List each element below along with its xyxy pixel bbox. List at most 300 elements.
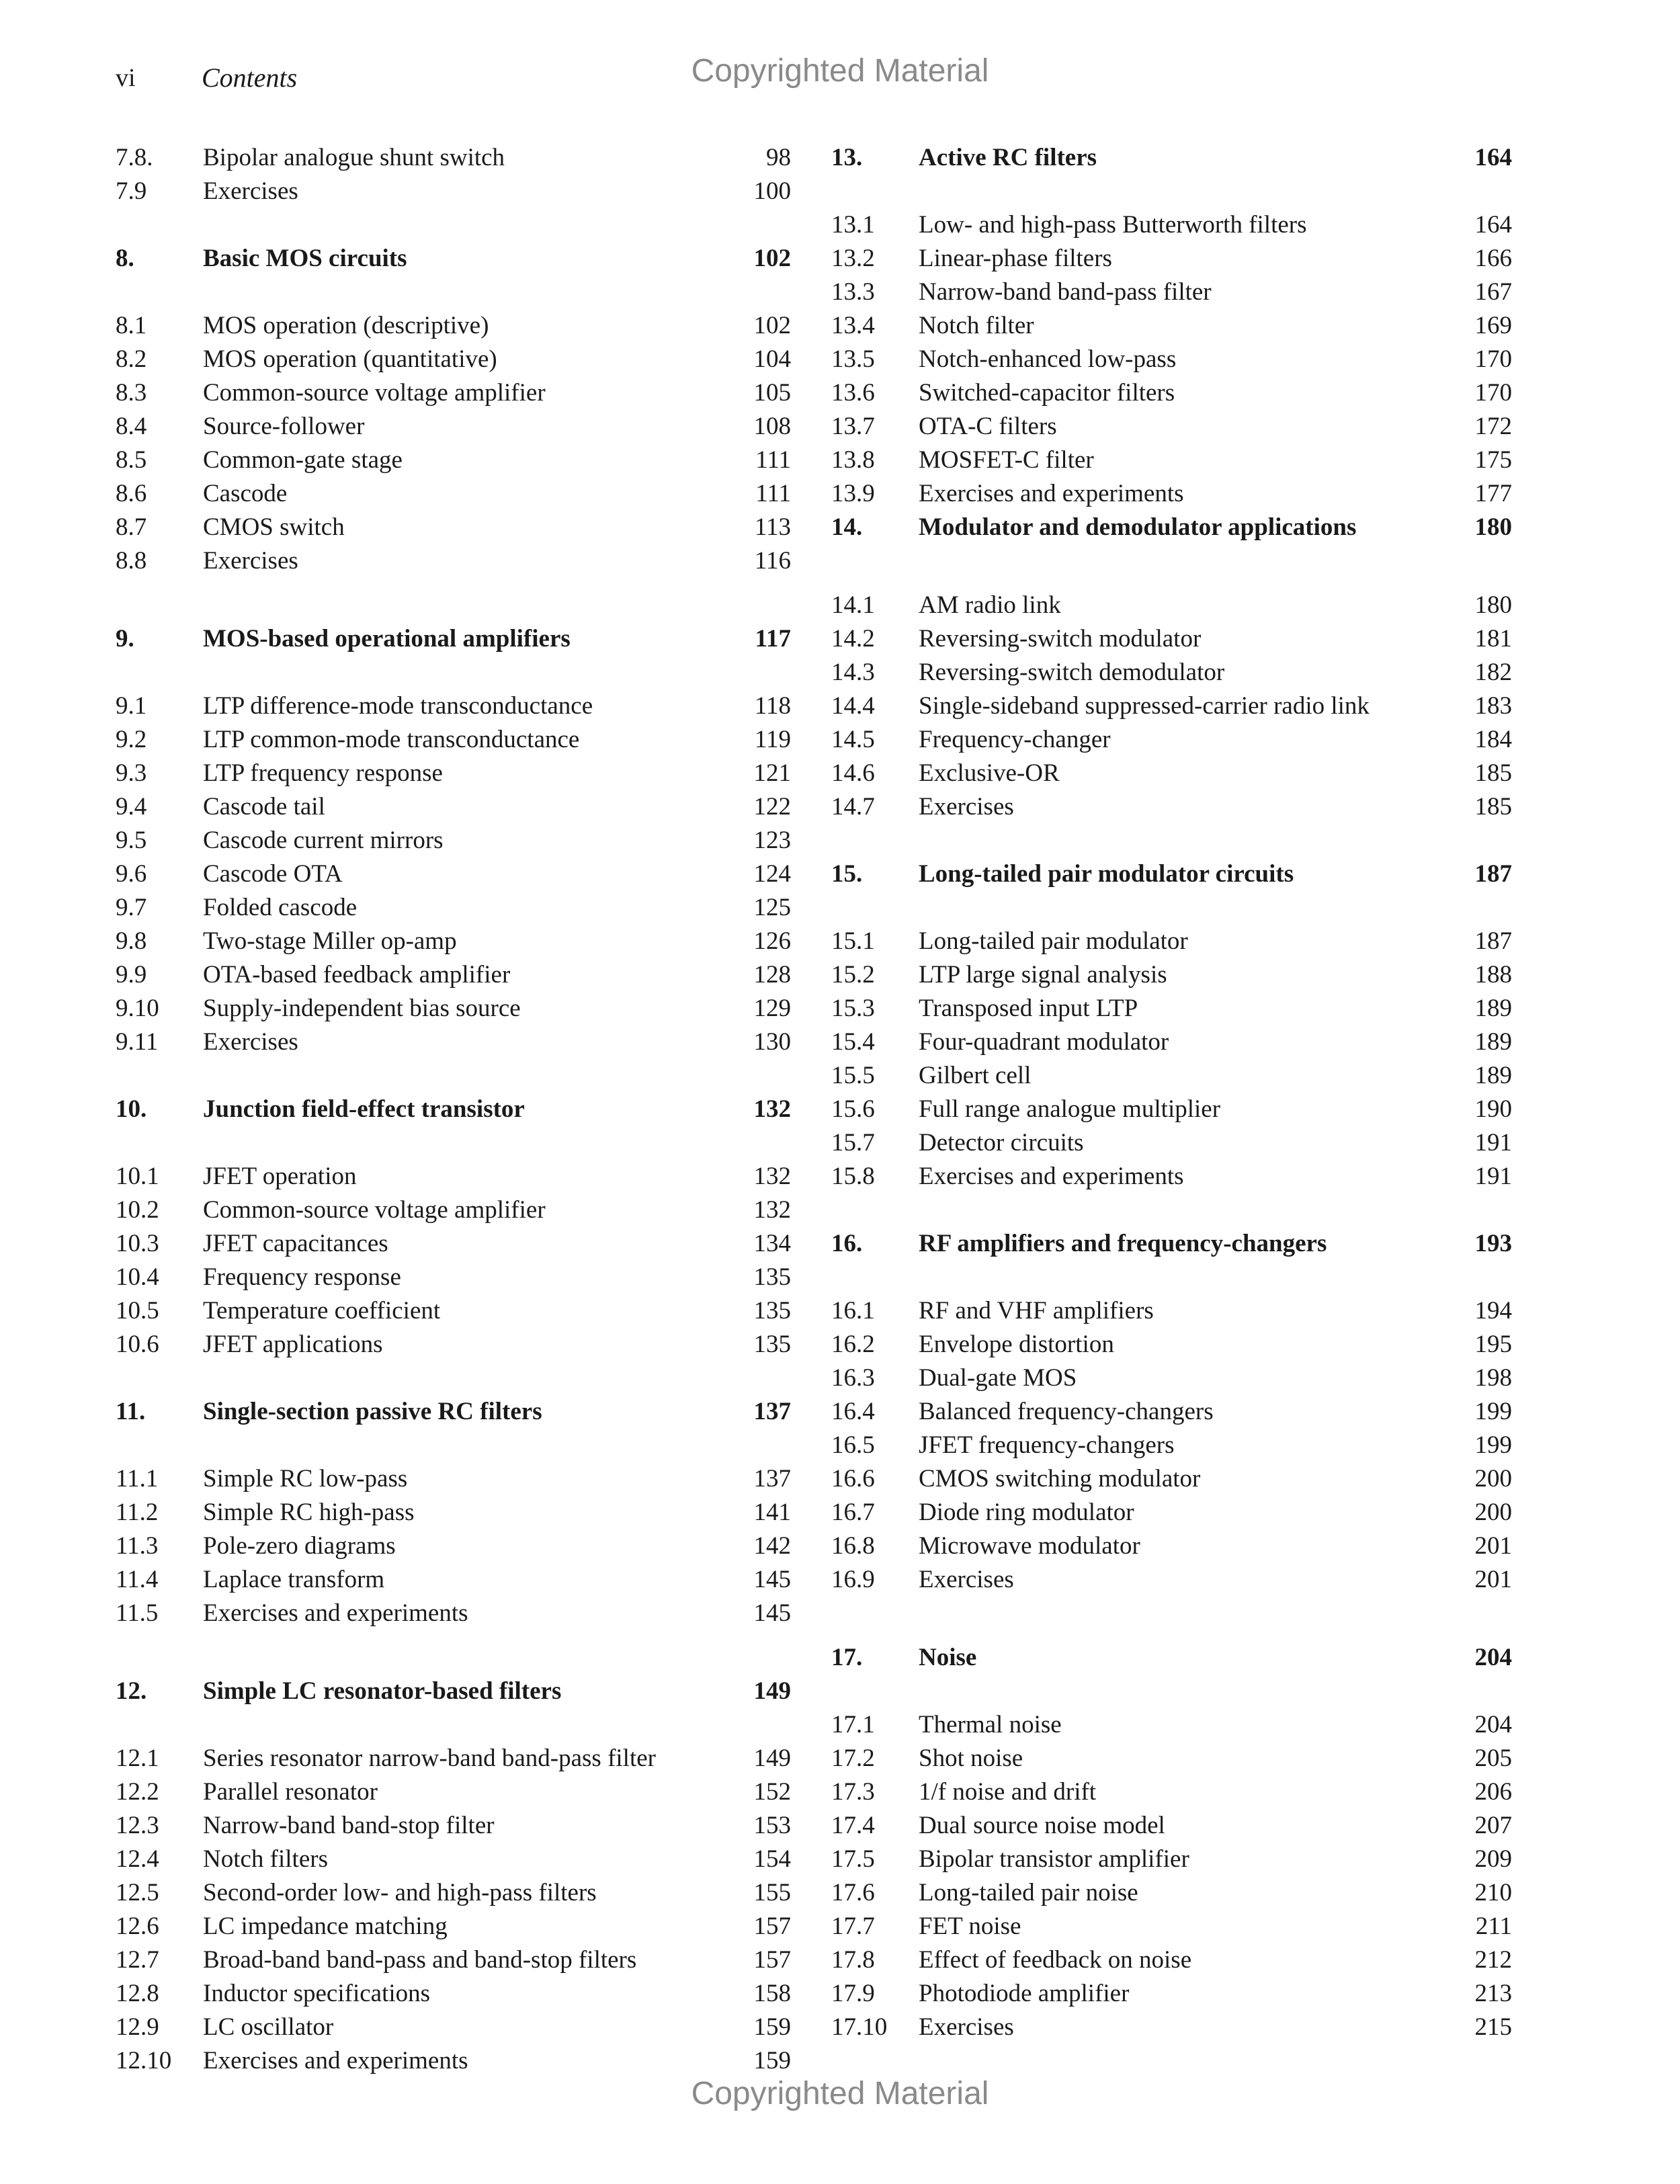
- toc-entry: [116, 1261, 791, 1294]
- toc-title: Common-gate stage: [203, 446, 403, 474]
- toc-number: 14.1: [831, 591, 875, 619]
- toc-number: 9.3: [116, 759, 147, 787]
- toc-page-number: 104: [753, 345, 791, 373]
- toc-title: FET noise: [919, 1913, 1021, 1940]
- toc-number: 16.1: [831, 1297, 875, 1325]
- toc-page-number: 195: [1474, 1331, 1512, 1358]
- toc-title: Pole-zero diagrams: [203, 1532, 396, 1560]
- toc-page-number: 128: [753, 961, 791, 989]
- toc-page-number: 185: [1474, 793, 1512, 821]
- toc-title: Four-quadrant modulator: [919, 1028, 1169, 1056]
- toc-title: Notch filters: [203, 1845, 328, 1873]
- toc-spacer: [831, 824, 1512, 857]
- toc-page-number: 126: [753, 927, 791, 955]
- toc-number: 14.3: [831, 659, 875, 686]
- toc-title: CMOS switching modulator: [919, 1465, 1201, 1493]
- toc-entry: [116, 2044, 791, 2078]
- toc-chapter-heading: [116, 1675, 791, 1708]
- toc-number: 17.9: [831, 1980, 875, 2007]
- toc-title: Modulator and demodulator applications: [919, 513, 1357, 541]
- toc-entry: [831, 790, 1512, 824]
- toc-title: Active RC filters: [919, 144, 1097, 171]
- toc-page-number: 213: [1474, 1980, 1512, 2007]
- toc-title: Thermal noise: [919, 1711, 1062, 1738]
- toc-page-number: 132: [753, 1163, 791, 1190]
- toc-entry: [116, 175, 791, 208]
- toc-page-number: 158: [753, 1980, 791, 2007]
- toc-number: 12.4: [116, 1845, 159, 1873]
- toc-number: 16.3: [831, 1364, 875, 1392]
- toc-title: JFET applications: [203, 1331, 383, 1358]
- toc-page-number: 170: [1474, 345, 1512, 373]
- toc-number: 10.6: [116, 1331, 159, 1358]
- toc-number: 17.7: [831, 1913, 875, 1940]
- toc-title: Two-stage Miller op-amp: [203, 927, 457, 955]
- toc-spacer: [116, 276, 791, 309]
- toc-number: 17.8: [831, 1946, 875, 1974]
- toc-page-number: 129: [753, 995, 791, 1022]
- toc-entry: [831, 1742, 1512, 1775]
- toc-entry: [116, 1876, 791, 1910]
- watermark-bottom: Copyrighted Material: [691, 2076, 989, 2111]
- toc-number: 15.: [831, 860, 863, 888]
- toc-page-number: 169: [1474, 312, 1512, 339]
- toc-number: 17.6: [831, 1879, 875, 1906]
- toc-page-number: 209: [1474, 1845, 1512, 1873]
- toc-page-number: 137: [753, 1398, 791, 1425]
- toc-entry: [831, 622, 1512, 656]
- toc-title: Exercises: [919, 1566, 1014, 1593]
- toc-title: Bipolar transistor amplifier: [919, 1845, 1189, 1873]
- toc-page-number: 187: [1474, 927, 1512, 955]
- toc-page-number: 154: [753, 1845, 791, 1873]
- toc-entry: [116, 1462, 791, 1496]
- toc-chapter-heading: [116, 242, 791, 276]
- toc-entry: [116, 1496, 791, 1529]
- toc-entry: [116, 1742, 791, 1775]
- toc-spacer: [116, 1059, 791, 1093]
- toc-title: Frequency response: [203, 1263, 401, 1291]
- toc-entry: [831, 1977, 1512, 2011]
- toc-page-number: 155: [753, 1879, 791, 1906]
- toc-number: 17.10: [831, 2013, 888, 2041]
- toc-title: Cascode OTA: [203, 860, 343, 888]
- toc-number: 14.4: [831, 692, 875, 720]
- toc-spacer: [116, 208, 791, 242]
- toc-entry: [116, 1328, 791, 1361]
- toc-title: Basic MOS circuits: [203, 245, 407, 272]
- toc-entry: [831, 1876, 1512, 1910]
- toc-page-number: 149: [753, 1677, 791, 1705]
- toc-title: Series resonator narrow-band band-pass filter: [203, 1745, 656, 1772]
- toc-spacer: [116, 1708, 791, 1742]
- toc-page-number: 145: [753, 1566, 791, 1593]
- toc-page-number: 116: [754, 547, 791, 575]
- toc-entry: [831, 444, 1512, 477]
- toc-title: OTA-C filters: [919, 413, 1057, 440]
- toc-entry: [831, 1160, 1512, 1193]
- toc-entry: [831, 1563, 1512, 1597]
- toc-entry: [831, 1943, 1512, 1977]
- toc-page-number: 185: [1474, 759, 1512, 787]
- toc-title: JFET frequency-changers: [919, 1431, 1175, 1459]
- toc-page-number: 111: [755, 480, 791, 507]
- toc-number: 13.1: [831, 211, 875, 239]
- toc-number: 16.7: [831, 1499, 875, 1526]
- toc-page-number: 152: [753, 1778, 791, 1806]
- toc-title: Simple RC high-pass: [203, 1499, 415, 1526]
- toc-number: 9.1: [116, 692, 147, 720]
- toc-number: 14.6: [831, 759, 875, 787]
- toc-number: 16.4: [831, 1398, 875, 1425]
- toc-title: MOS-based operational amplifiers: [203, 625, 571, 653]
- toc-number: 13.8: [831, 446, 875, 474]
- toc-entry: [831, 723, 1512, 757]
- toc-entry: [831, 410, 1512, 444]
- toc-number: 9.4: [116, 793, 147, 821]
- toc-entry: [116, 1529, 791, 1563]
- toc-number: 12.1: [116, 1745, 159, 1772]
- toc-entry: [116, 1775, 791, 1809]
- toc-number: 16.6: [831, 1465, 875, 1493]
- toc-number: 15.4: [831, 1028, 875, 1056]
- toc-entry: [831, 757, 1512, 790]
- toc-title: Common-source voltage amplifier: [203, 379, 546, 407]
- toc-number: 9.7: [116, 894, 147, 921]
- toc-page-number: 108: [753, 413, 791, 440]
- toc-page-number: 212: [1474, 1946, 1512, 1974]
- toc-entry: [116, 1294, 791, 1328]
- toc-entry: [116, 141, 791, 175]
- toc-page-number: 118: [754, 692, 791, 720]
- toc-page-number: 184: [1474, 726, 1512, 753]
- toc-entry: [831, 1496, 1512, 1529]
- toc-entry: [831, 1059, 1512, 1093]
- toc-page-number: 204: [1474, 1711, 1512, 1738]
- toc-page-number: 149: [753, 1745, 791, 1772]
- toc-title: Full range analogue multiplier: [919, 1095, 1221, 1123]
- toc-entry: [831, 309, 1512, 343]
- toc-entry: [831, 1395, 1512, 1429]
- toc-number: 12.: [116, 1677, 147, 1705]
- toc-number: 12.5: [116, 1879, 159, 1906]
- toc-page-number: 135: [753, 1263, 791, 1291]
- toc-number: 13.6: [831, 379, 875, 407]
- toc-title: Cascode current mirrors: [203, 827, 444, 854]
- toc-entry: [116, 857, 791, 891]
- toc-entry: [116, 1160, 791, 1193]
- toc-page-number: 194: [1474, 1297, 1512, 1325]
- toc-page-number: 189: [1474, 1062, 1512, 1089]
- page-number: vi: [116, 64, 136, 92]
- toc-page-number: 142: [753, 1532, 791, 1560]
- toc-title: Exercises: [919, 793, 1014, 821]
- toc-page-number: 122: [753, 793, 791, 821]
- toc-number: 10.5: [116, 1297, 159, 1325]
- toc-number: 16.2: [831, 1331, 875, 1358]
- toc-title: RF amplifiers and frequency-changers: [919, 1230, 1327, 1257]
- toc-title: Laplace transform: [203, 1566, 385, 1593]
- toc-page-number: 187: [1474, 860, 1512, 888]
- toc-page-number: 206: [1474, 1778, 1512, 1806]
- toc-title: LTP frequency response: [203, 759, 443, 787]
- toc-entry: [116, 925, 791, 958]
- toc-title: AM radio link: [919, 591, 1061, 619]
- toc-spacer: [831, 1597, 1512, 1641]
- toc-page-number: 167: [1474, 278, 1512, 306]
- toc-title: Single-sideband suppressed-carrier radio link: [919, 692, 1370, 720]
- toc-title: Long-tailed pair modulator: [919, 927, 1188, 955]
- toc-page-number: 201: [1474, 1532, 1512, 1560]
- toc-page-number: 190: [1474, 1095, 1512, 1123]
- toc-title: LTP large signal analysis: [919, 961, 1167, 989]
- toc-number: 17.1: [831, 1711, 875, 1738]
- toc-entry: [116, 723, 791, 757]
- toc-number: 13.: [831, 144, 863, 171]
- toc-page-number: 135: [753, 1297, 791, 1325]
- toc-title: Transposed input LTP: [919, 995, 1138, 1022]
- toc-number: 10.4: [116, 1263, 159, 1291]
- toc-number: 10.2: [116, 1196, 159, 1224]
- toc-number: 16.9: [831, 1566, 875, 1593]
- toc-title: Reversing-switch demodulator: [919, 659, 1225, 686]
- toc-number: 17.2: [831, 1745, 875, 1772]
- toc-page-number: 134: [753, 1230, 791, 1257]
- toc-entry: [116, 1977, 791, 2011]
- toc-number: 12.7: [116, 1946, 159, 1974]
- toc-number: 9.10: [116, 995, 159, 1022]
- toc-title: Single-section passive RC filters: [203, 1398, 542, 1425]
- toc-number: 15.1: [831, 927, 875, 955]
- toc-entry: [831, 992, 1512, 1025]
- toc-number: 11.1: [116, 1465, 159, 1493]
- toc-entry: [831, 1294, 1512, 1328]
- toc-entry: [116, 2011, 791, 2044]
- toc-number: 15.7: [831, 1129, 875, 1157]
- toc-title: Supply-independent bias source: [203, 995, 521, 1022]
- toc-entry: [116, 824, 791, 857]
- toc-number: 12.10: [116, 2047, 172, 2074]
- toc-entry: [831, 1126, 1512, 1160]
- toc-title: Dual source noise model: [919, 1812, 1165, 1839]
- toc-title: Exercises and experiments: [919, 1163, 1184, 1190]
- toc-title: Source-follower: [203, 413, 365, 440]
- toc-number: 16.8: [831, 1532, 875, 1560]
- toc-chapter-heading: [831, 141, 1512, 175]
- toc-page-number: 166: [1474, 245, 1512, 272]
- toc-number: 13.2: [831, 245, 875, 272]
- toc-entry: [831, 1910, 1512, 1943]
- toc-page-number: 159: [753, 2047, 791, 2074]
- toc-page-number: 164: [1474, 144, 1512, 171]
- toc-title: Second-order low- and high-pass filters: [203, 1879, 597, 1906]
- toc-page-number: 98: [766, 144, 791, 171]
- toc-number: 7.9: [116, 177, 147, 205]
- toc-entry: [116, 958, 791, 992]
- toc-number: 8.7: [116, 513, 147, 541]
- toc-title: Inductor specifications: [203, 1980, 431, 2007]
- toc-page-number: 204: [1474, 1644, 1512, 1671]
- toc-entry: [831, 1708, 1512, 1742]
- toc-spacer: [831, 891, 1512, 925]
- toc-page-number: 164: [1474, 211, 1512, 239]
- toc-entry: [831, 2011, 1512, 2044]
- toc-page-number: 189: [1474, 1028, 1512, 1056]
- toc-page-number: 102: [753, 312, 791, 339]
- toc-page-number: 191: [1474, 1129, 1512, 1157]
- toc-entry: [116, 790, 791, 824]
- toc-entry: [116, 511, 791, 544]
- toc-number: 11.5: [116, 1599, 159, 1627]
- toc-entry: [831, 656, 1512, 689]
- toc-page-number: 102: [753, 245, 791, 272]
- toc-entry: [831, 376, 1512, 410]
- toc-page-number: 191: [1474, 1163, 1512, 1190]
- toc-number: 12.3: [116, 1812, 159, 1839]
- toc-number: 11.: [116, 1398, 146, 1425]
- toc-page-number: 125: [753, 894, 791, 921]
- toc-entry: [831, 689, 1512, 723]
- toc-title: Shot noise: [919, 1745, 1023, 1772]
- toc-spacer: [116, 1361, 791, 1395]
- toc-title: Notch filter: [919, 312, 1034, 339]
- toc-entry: [116, 1843, 791, 1876]
- toc-page-number: 157: [753, 1946, 791, 1974]
- toc-number: 13.4: [831, 312, 875, 339]
- toc-title: Exercises: [203, 1028, 298, 1056]
- toc-number: 15.6: [831, 1095, 875, 1123]
- toc-title: Diode ring modulator: [919, 1499, 1134, 1526]
- watermark-top: Copyrighted Material: [691, 53, 989, 89]
- toc-entry: [116, 477, 791, 511]
- toc-title: Exercises and experiments: [203, 1599, 468, 1627]
- toc-page-number: 130: [753, 1028, 791, 1056]
- toc-title: Reversing-switch modulator: [919, 625, 1202, 653]
- toc-title: Notch-enhanced low-pass: [919, 345, 1177, 373]
- toc-chapter-heading: [116, 1093, 791, 1126]
- toc-number: 17.4: [831, 1812, 875, 1839]
- toc-number: 8.6: [116, 480, 147, 507]
- toc-title: Simple LC resonator-based filters: [203, 1677, 562, 1705]
- toc-number: 9.9: [116, 961, 147, 989]
- toc-title: LC oscillator: [203, 2013, 334, 2041]
- toc-entry: [831, 1809, 1512, 1843]
- toc-spacer: [831, 1675, 1512, 1708]
- toc-title: Temperature coefficient: [203, 1297, 441, 1325]
- toc-entry: [116, 1910, 791, 1943]
- toc-number: 11.2: [116, 1499, 159, 1526]
- toc-title: Narrow-band band-stop filter: [203, 1812, 495, 1839]
- toc-number: 14.5: [831, 726, 875, 753]
- toc-title: Exercises: [919, 2013, 1014, 2041]
- toc-page-number: 189: [1474, 995, 1512, 1022]
- toc-title: Effect of feedback on noise: [919, 1946, 1192, 1974]
- toc-title: MOS operation (descriptive): [203, 312, 489, 339]
- toc-page-number: 180: [1474, 591, 1512, 619]
- toc-title: Exercises: [203, 547, 298, 575]
- toc-title: Noise: [919, 1644, 977, 1671]
- toc-page-number: 183: [1474, 692, 1512, 720]
- toc-page-number: 177: [1474, 480, 1512, 507]
- toc-number: 8.2: [116, 345, 147, 373]
- toc-entry: [116, 410, 791, 444]
- toc-title: LTP common-mode transconductance: [203, 726, 580, 753]
- toc-title: Folded cascode: [203, 894, 358, 921]
- toc-title: Common-source voltage amplifier: [203, 1196, 546, 1224]
- toc-title: Dual-gate MOS: [919, 1364, 1077, 1392]
- toc-title: Exercises and experiments: [203, 2047, 468, 2074]
- toc-title: Photodiode amplifier: [919, 1980, 1130, 2007]
- toc-entry: [831, 242, 1512, 276]
- toc-number: 12.6: [116, 1913, 159, 1940]
- toc-page-number: 193: [1474, 1230, 1512, 1257]
- toc-title: JFET capacitances: [203, 1230, 388, 1257]
- toc-spacer: [116, 1630, 791, 1675]
- toc-number: 13.7: [831, 413, 875, 440]
- toc-number: 15.5: [831, 1062, 875, 1089]
- toc-spacer: [831, 544, 1512, 589]
- toc-page-number: 205: [1474, 1745, 1512, 1772]
- toc-page-number: 181: [1474, 625, 1512, 653]
- toc-title: Exclusive-OR: [919, 759, 1060, 787]
- toc-number: 13.3: [831, 278, 875, 306]
- toc-page-number: 119: [754, 726, 791, 753]
- running-title: Contents: [202, 62, 298, 93]
- toc-title: Gilbert cell: [919, 1062, 1032, 1089]
- toc-title: Exercises: [203, 177, 298, 205]
- toc-title: Switched-capacitor filters: [919, 379, 1175, 407]
- toc-page-number: 121: [753, 759, 791, 787]
- toc-number: 15.2: [831, 961, 875, 989]
- toc-page-number: 132: [753, 1095, 791, 1123]
- toc-title: Frequency-changer: [919, 726, 1111, 753]
- toc-title: Junction field-effect transistor: [203, 1095, 525, 1123]
- toc-title: Microwave modulator: [919, 1532, 1140, 1560]
- toc-page-number: 124: [753, 860, 791, 888]
- toc-page-number: 180: [1474, 513, 1512, 541]
- toc-title: Cascode: [203, 480, 288, 507]
- toc-entry: [831, 1361, 1512, 1395]
- toc-title: Narrow-band band-pass filter: [919, 278, 1212, 306]
- toc-title: MOS operation (quantitative): [203, 345, 497, 373]
- toc-page-number: 141: [753, 1499, 791, 1526]
- toc-entry: [831, 208, 1512, 242]
- toc-chapter-heading: [831, 511, 1512, 544]
- toc-entry: [831, 1328, 1512, 1361]
- toc-entry: [831, 1093, 1512, 1126]
- toc-number: 8.1: [116, 312, 147, 339]
- toc-page-number: 159: [753, 2013, 791, 2041]
- toc-title: Long-tailed pair modulator circuits: [919, 860, 1294, 888]
- toc-page-number: 135: [753, 1331, 791, 1358]
- toc-entry: [116, 1025, 791, 1059]
- toc-title: LC impedance matching: [203, 1913, 448, 1940]
- toc-title: Parallel resonator: [203, 1778, 378, 1806]
- toc-page-number: 153: [753, 1812, 791, 1839]
- toc-number: 12.2: [116, 1778, 159, 1806]
- toc-title: Envelope distortion: [919, 1331, 1114, 1358]
- toc-entry: [831, 1775, 1512, 1809]
- toc-page-number: 100: [753, 177, 791, 205]
- toc-page-number: 132: [753, 1196, 791, 1224]
- toc-spacer: [831, 1193, 1512, 1227]
- toc-entry: [831, 1025, 1512, 1059]
- toc-title: LTP difference-mode transconductance: [203, 692, 593, 720]
- toc-page-number: 170: [1474, 379, 1512, 407]
- toc-number: 13.9: [831, 480, 875, 507]
- toc-page-number: 188: [1474, 961, 1512, 989]
- toc-number: 9.8: [116, 927, 147, 955]
